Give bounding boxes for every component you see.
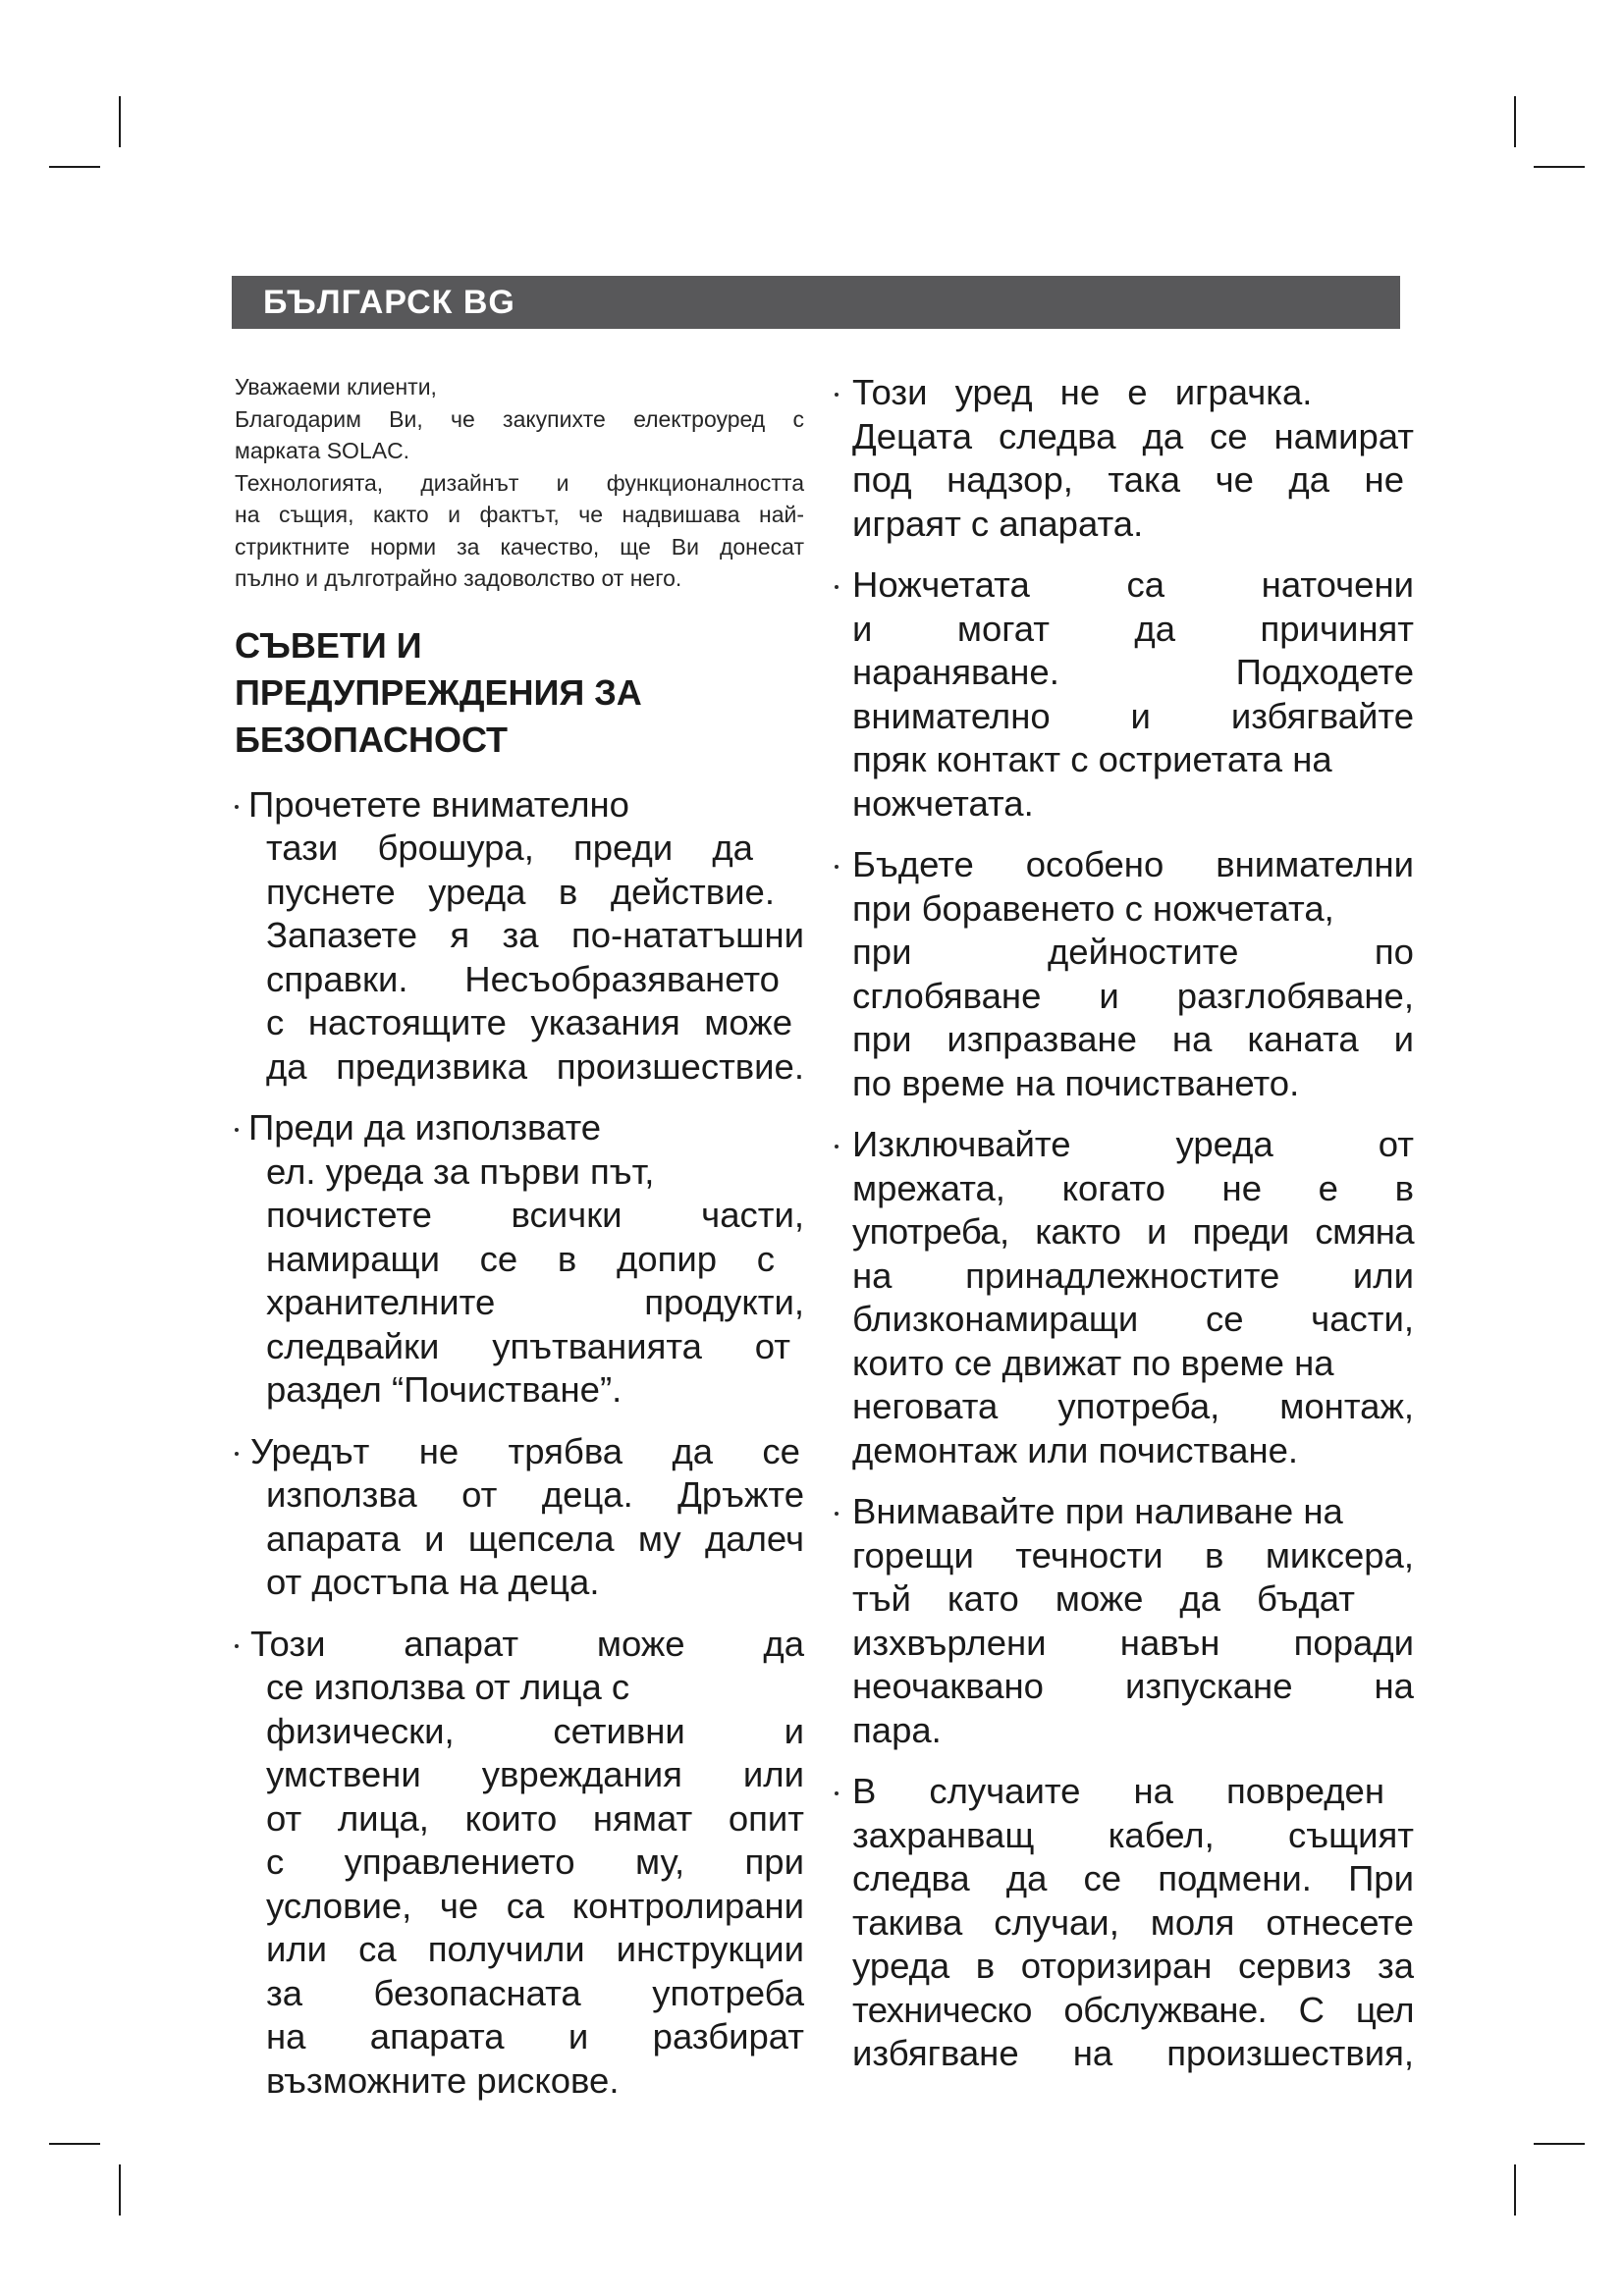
- crop-mark-bottom-left-horizontal: [49, 2143, 100, 2145]
- section-heading: [235, 622, 804, 764]
- intro-line: Благодарим Ви, че закупихте електроуред с: [235, 405, 804, 432]
- item-line: Изключвайте уреда от: [852, 1124, 1414, 1164]
- safety-item: [835, 1490, 1414, 1752]
- safety-item: [235, 1430, 804, 1605]
- bullet-dot: [835, 865, 839, 869]
- language-label: БЪЛГАРСК BG: [263, 284, 515, 321]
- crop-mark-top-left-horizontal: [49, 166, 100, 168]
- heading-line: ПРЕДУПРЕЖДЕНИЯ ЗА: [235, 671, 642, 713]
- safety-item: [835, 1770, 1414, 2076]
- item-line: Този уред не е играчка.: [852, 372, 1313, 412]
- intro-line: стриктните норми за качество, ще Ви донесат: [235, 533, 804, 560]
- item-line: тъй като може да бъдат: [852, 1578, 1355, 1619]
- bullet-dot: [835, 1512, 839, 1516]
- item-line: да предизвика произшествие.: [266, 1045, 804, 1087]
- item-line: внимателно и избягвайте: [852, 695, 1414, 736]
- item-line: които се движат по време на: [852, 1342, 1334, 1383]
- safety-item: [835, 371, 1414, 546]
- item-line: демонтаж или почистване.: [852, 1429, 1299, 1470]
- item-line: следвайки упътванията от: [266, 1325, 790, 1366]
- item-line: ел. уреда за първи път,: [266, 1150, 655, 1192]
- item-line: изхвърлени навън поради: [852, 1622, 1414, 1663]
- item-line: апарата и щепсела му далеч: [266, 1518, 804, 1559]
- item-line: неочаквано изпускане на: [852, 1666, 1414, 1706]
- item-line: по време на почистването.: [852, 1062, 1300, 1103]
- item-line: умствени увреждания или: [266, 1754, 804, 1794]
- item-line: физически, сетивни и: [266, 1710, 804, 1751]
- item-line: Ножчетата са наточени: [852, 564, 1414, 605]
- item-line: неговата употреба, монтаж,: [852, 1386, 1414, 1426]
- intro-line: марката SOLAC.: [235, 438, 410, 463]
- item-line: сглобяване и разглобяване,: [852, 975, 1414, 1016]
- heading-line: БЕЗОПАСНОСТ: [235, 719, 509, 760]
- item-line: при дейностите по: [852, 932, 1414, 972]
- item-line: такива случаи, моля отнесете: [852, 1901, 1414, 1943]
- item-line: на принадлежностите или: [852, 1255, 1414, 1296]
- crop-mark-bottom-left-vertical: [119, 2164, 121, 2216]
- intro-line: на същия, както и фактът, че надвишава най-: [235, 502, 804, 527]
- item-line: уреда в оторизиран сервиз за: [852, 1946, 1414, 1986]
- item-line: почистете всички части,: [266, 1195, 804, 1235]
- item-line: намиращи се в допир с: [266, 1238, 775, 1279]
- item-line: В случаите на повреден: [852, 1771, 1384, 1811]
- item-line: следва да се подмени. При: [852, 1858, 1414, 1898]
- item-line: Запазете я за по-нататъшни: [266, 915, 804, 955]
- item-line: избягване на произшествия,: [852, 2033, 1414, 2073]
- item-line: за безопасната употреба: [266, 1972, 804, 2013]
- item-line: справки. Несъобразяването: [266, 958, 780, 999]
- safety-item: [835, 1123, 1414, 1472]
- item-line: на апарата и разбират: [266, 2016, 804, 2056]
- bullet-dot: [835, 585, 839, 589]
- item-line: раздел “Почистване”.: [266, 1369, 623, 1410]
- crop-mark-top-right-horizontal: [1534, 166, 1585, 168]
- item-line: Уредът не трябва да се: [250, 1430, 800, 1471]
- safety-item: [835, 843, 1414, 1105]
- item-line: при боравенето с ножчетата,: [852, 887, 1334, 929]
- bullet-dot: [235, 1128, 239, 1132]
- item-line: мрежата, когато не е в: [852, 1167, 1414, 1208]
- item-line: нараняване. Подходете: [852, 652, 1414, 692]
- item-line: употреба, както и преди смяна: [852, 1211, 1414, 1252]
- item-line: тази брошура, преди да: [266, 828, 753, 868]
- item-line: Бъдете особено внимателни: [852, 844, 1414, 884]
- item-line: играят с апарата.: [852, 503, 1144, 544]
- safety-item: [235, 783, 804, 1090]
- item-line: под надзор, така че да не: [852, 459, 1404, 500]
- left-column: [235, 371, 804, 2120]
- item-line: възможните рискове.: [266, 2059, 620, 2101]
- item-line: Преди да използвате: [248, 1107, 602, 1148]
- item-line: или са получили инструкции: [266, 1929, 804, 1969]
- intro-paragraph: [235, 371, 804, 595]
- item-line: близконамиращи се части,: [852, 1299, 1414, 1339]
- item-line: Децата следва да се намират: [852, 415, 1414, 456]
- item-line: с управлението му, при: [266, 1842, 804, 1882]
- item-line: техническо обслужване. С цел: [852, 1989, 1414, 2030]
- crop-mark-bottom-right-horizontal: [1534, 2143, 1585, 2145]
- item-line: Внимавайте при наливане на: [852, 1491, 1343, 1531]
- item-line: с настоящите указания може: [266, 1002, 792, 1042]
- bullet-dot: [835, 1145, 839, 1148]
- bullet-dot: [835, 393, 839, 397]
- bullet-dot: [835, 1791, 839, 1795]
- safety-item: [235, 1106, 804, 1413]
- item-line: при изпразване на каната и: [852, 1019, 1414, 1059]
- item-line: и могат да причинят: [852, 608, 1414, 649]
- bullet-dot: [235, 805, 239, 809]
- item-line: горещи течности в миксера,: [852, 1534, 1414, 1575]
- item-line: се използва от лица с: [266, 1667, 630, 1707]
- safety-item: [835, 563, 1414, 826]
- intro-line: пълно и дълготрайно задоволство от него.: [235, 565, 682, 591]
- item-line: от достъпа на деца.: [266, 1562, 600, 1602]
- item-line: пряк контакт с остриетата на: [852, 739, 1332, 779]
- right-column: [835, 371, 1414, 2094]
- item-line: захранващ кабел, същият: [852, 1814, 1414, 1855]
- item-line: от лица, които нямат опит: [266, 1797, 804, 1839]
- item-line: пара.: [852, 1709, 942, 1750]
- safety-item: [235, 1623, 804, 2104]
- item-line: хранителните продукти,: [266, 1282, 804, 1322]
- item-line: условие, че са контролирани: [266, 1885, 804, 1926]
- bullet-dot: [235, 1452, 239, 1456]
- crop-mark-bottom-right-vertical: [1514, 2164, 1516, 2216]
- bullet-dot: [235, 1644, 239, 1648]
- item-line: ножчетата.: [852, 782, 1034, 824]
- item-line: Прочетете внимателно: [248, 783, 629, 825]
- intro-line: Технологията, дизайнът и функционалността: [235, 469, 804, 496]
- item-line: използва от деца. Дръжте: [266, 1474, 804, 1515]
- intro-line: Уважаеми клиенти,: [235, 374, 437, 400]
- item-line: Този апарат може да: [250, 1623, 804, 1664]
- crop-mark-top-right-vertical: [1514, 96, 1516, 147]
- heading-line: СЪВЕТИ И: [235, 624, 422, 666]
- item-line: пуснете уреда в действие.: [266, 871, 775, 912]
- crop-mark-top-left-vertical: [119, 96, 121, 147]
- language-header-bar: [232, 276, 1400, 329]
